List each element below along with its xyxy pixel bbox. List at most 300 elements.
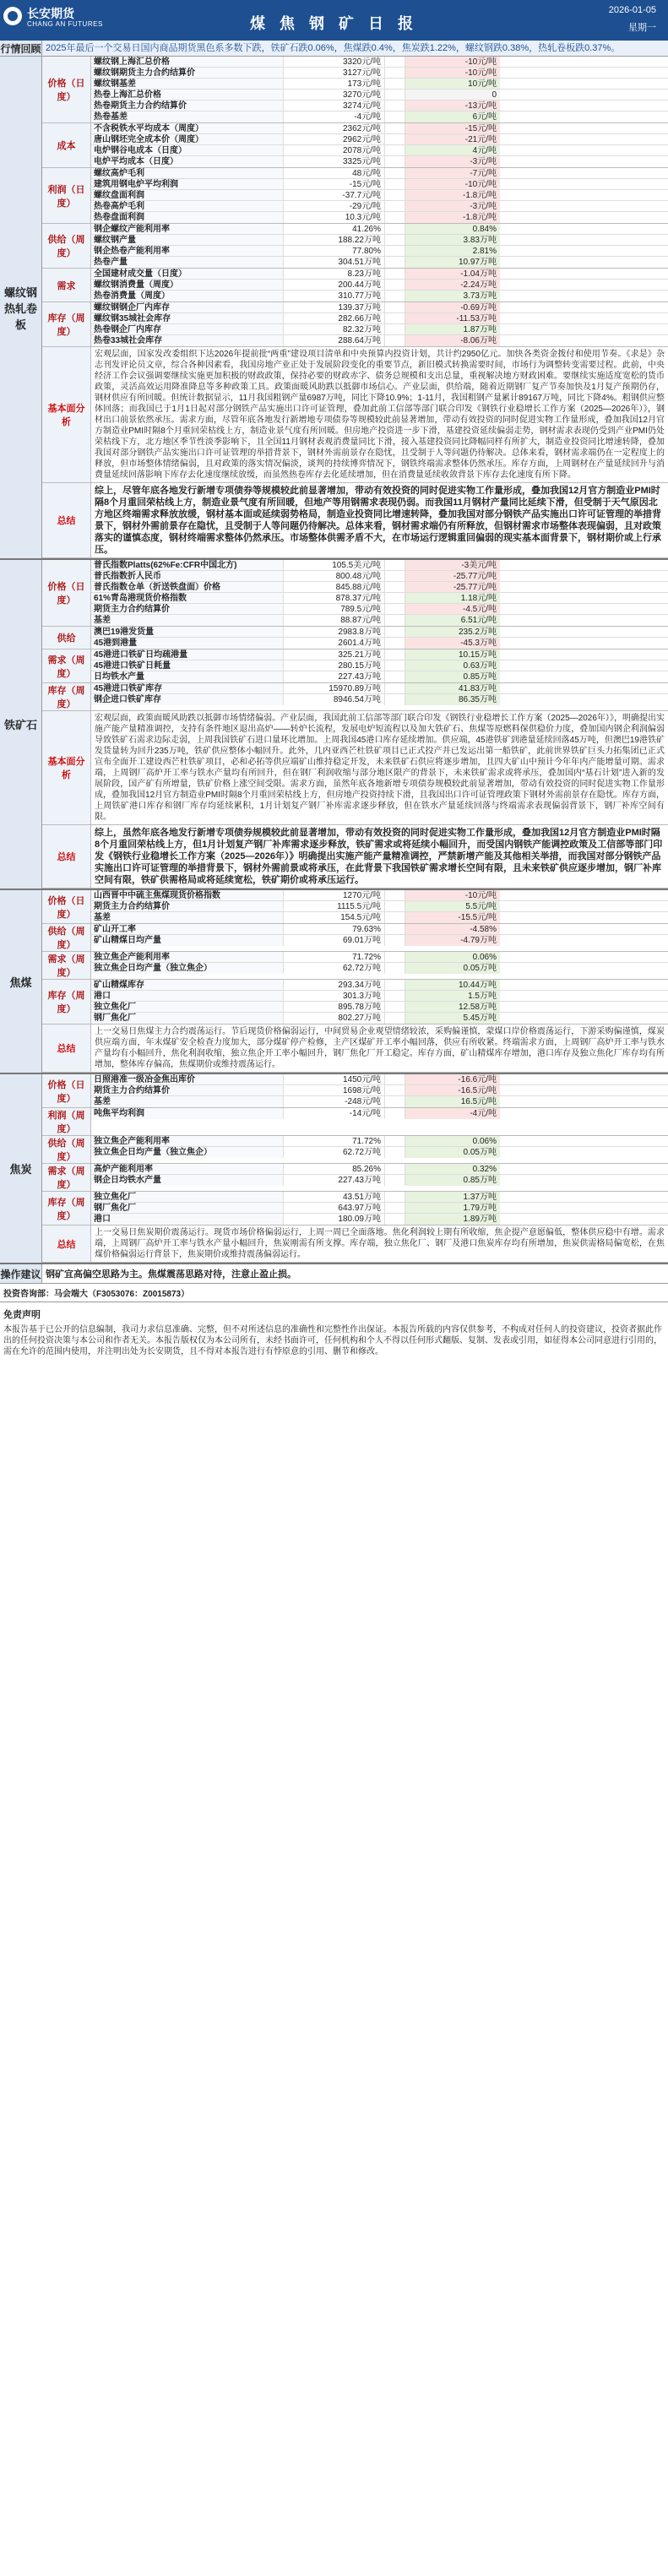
change-arrow-cell xyxy=(385,246,405,256)
table-row xyxy=(91,257,668,268)
indicator-value: 3320元/吨 xyxy=(284,57,385,67)
group-rows xyxy=(91,980,668,1024)
table-row xyxy=(91,638,668,649)
table-row xyxy=(91,627,668,638)
change-arrow-cell xyxy=(385,313,405,323)
indicator-change: -15元/吨 xyxy=(405,123,500,133)
indicator-change: 1.87万吨 xyxy=(405,324,500,334)
group-label: 供给 xyxy=(42,627,91,649)
table-row xyxy=(91,582,668,593)
group-label: 利润（日度） xyxy=(42,168,91,223)
summary-label: 总结 xyxy=(42,483,91,557)
table-row xyxy=(91,593,668,604)
indicator-change: 3.73万吨 xyxy=(405,291,500,302)
change-arrow-cell xyxy=(385,224,405,234)
group-rows xyxy=(91,224,668,268)
change-arrow-cell xyxy=(385,335,405,346)
indicator-name: 基差 xyxy=(91,615,284,626)
indicator-change: -4元/吨 xyxy=(405,1108,500,1119)
indicator-change: -1.04万吨 xyxy=(405,269,500,279)
indicator-change: -4.58% xyxy=(405,924,500,934)
group-rows xyxy=(91,649,668,682)
section-body xyxy=(42,560,668,889)
indicator-change: 0.84% xyxy=(405,224,500,234)
indicator-value: 8.23万吨 xyxy=(284,269,385,279)
indicator-name: 基差 xyxy=(91,1096,284,1107)
change-arrow-cell xyxy=(385,649,405,660)
group-rows xyxy=(91,890,668,923)
change-arrow-cell xyxy=(385,1108,405,1119)
indicator-value: 15970.89万吨 xyxy=(284,683,385,693)
indicator-change: -1.8元/吨 xyxy=(405,190,500,200)
review-label: 行情回顾 xyxy=(0,41,42,56)
indicator-value: -15元/吨 xyxy=(284,179,385,189)
table-row xyxy=(91,660,668,671)
group-label: 价格（日度） xyxy=(42,890,91,923)
indicator-name: 61%青岛港现货价格指数 xyxy=(91,593,284,603)
indicator-change: 0.05万吨 xyxy=(405,1147,500,1158)
change-arrow-cell xyxy=(385,901,405,911)
disclaimer-title: 免责声明 xyxy=(3,1310,41,1320)
indicator-value: 301.3万吨 xyxy=(284,991,385,1001)
table-row xyxy=(91,201,668,212)
indicator-name: 螺纹钢上海汇总价格 xyxy=(91,57,284,67)
group-rows xyxy=(91,1108,668,1135)
change-arrow-cell xyxy=(385,980,405,990)
indicator-name: 独立焦化厂 xyxy=(91,1002,284,1012)
indicator-value: 82.32万吨 xyxy=(284,324,385,334)
table-row xyxy=(91,79,668,90)
indicator-change: -7元/吨 xyxy=(405,168,500,178)
indicator-change: 0.85万吨 xyxy=(405,671,500,682)
group-label: 库存（周度） xyxy=(42,302,91,346)
change-arrow-cell xyxy=(385,890,405,900)
summary-text: 综上，尽管年底各地发行新增专项债券等规模较此前显著增加，带动有效投资的同时促进实物工作量形成，叠加我国12月官方制造业PMI时隔8个月重回荣枯线上方，制造业景气度有所回暖，但地产等用钢需求表现仍弱。而我国11月钢材产量同比延续下滑，但受制于天气原因北方地区终端需求释放放缓，钢材基本面或延续弱势格局，制造业投资同比增速转降，叠加我国对部分钢铁产品实施出口许可证管理的举措背景下，钢材外需前景存在隐忧，且受制于人等问题仍待解决。总体来看，钢材需求端仍有所释放，但钢材需求市场整体表现偏弱，且对政策落实的谨慎态度，钢材终端需求整体仍然承压。市场整体供需矛盾不大，在市场运行逻辑重回偏弱的现实基本面背景下，钢材期价或上行承压。 xyxy=(95,486,661,555)
indicator-change: 10元/吨 xyxy=(405,79,500,89)
change-arrow-cell xyxy=(385,638,405,649)
indicator-value: -14元/吨 xyxy=(284,1108,385,1119)
indicator-name: 螺纹钢基差 xyxy=(91,79,284,89)
indicator-group xyxy=(42,1136,668,1164)
summary-block xyxy=(42,1024,668,1073)
indicator-change: 6元/吨 xyxy=(405,111,500,122)
table-row xyxy=(91,145,668,156)
indicator-change: 2.81% xyxy=(405,246,500,256)
change-arrow-cell xyxy=(385,1164,405,1174)
group-rows xyxy=(91,560,668,626)
indicator-change: 41.83万吨 xyxy=(405,683,500,693)
indicator-group xyxy=(42,683,668,711)
report-header xyxy=(0,0,668,41)
indicator-change: 86.35万吨 xyxy=(405,694,500,705)
summary-block xyxy=(42,825,668,889)
indicator-group xyxy=(42,980,668,1024)
change-arrow-cell xyxy=(385,952,405,962)
indicator-change: -10元/吨 xyxy=(405,57,500,67)
indicator-change: 1.18元/吨 xyxy=(405,593,500,603)
indicator-name: 澳巴19港发货量 xyxy=(91,627,284,637)
table-row xyxy=(91,912,668,923)
indicator-group xyxy=(42,123,668,168)
change-arrow-cell xyxy=(385,912,405,923)
table-row xyxy=(91,291,668,302)
table-row xyxy=(91,694,668,705)
indicator-change: -1.8元/吨 xyxy=(405,212,500,223)
indicator-value: 3270元/吨 xyxy=(284,90,385,100)
indicator-name: 螺纹钢期货主力合约结算价 xyxy=(91,68,284,78)
indicator-value: 802.27万吨 xyxy=(284,1013,385,1024)
market-review xyxy=(0,41,668,57)
indicator-group xyxy=(42,168,668,224)
indicator-name: 日照港准一级冶金焦出库价 xyxy=(91,1074,284,1084)
indicator-change: 1.37万吨 xyxy=(405,1192,500,1202)
indicator-name: 港口 xyxy=(91,1214,284,1225)
indicator-value: 48元/吨 xyxy=(284,168,385,178)
table-row xyxy=(91,168,668,179)
indicator-value: 2078元/吨 xyxy=(284,145,385,155)
table-row xyxy=(91,1147,668,1158)
indicator-group xyxy=(42,924,668,952)
consultant-line: 投资咨询部：马会端大（F3053076：Z0015873） xyxy=(0,1284,668,1302)
indicator-change: -10元/吨 xyxy=(405,68,500,78)
ops-text: 钢矿宜高偏空思路为主。焦煤震荡思路对待，注意止盈止损。 xyxy=(46,1269,296,1280)
indicator-change: 0.32% xyxy=(405,1164,500,1174)
change-arrow-cell xyxy=(385,560,405,570)
table-row xyxy=(91,212,668,223)
analysis-label: 基本面分析 xyxy=(42,711,91,824)
indicator-change: 0.06% xyxy=(405,1136,500,1146)
group-label: 库存（周度） xyxy=(42,980,91,1024)
change-arrow-cell xyxy=(385,1147,405,1158)
indicator-value: 71.72% xyxy=(284,952,385,962)
change-arrow-cell xyxy=(385,615,405,626)
indicator-name: 热卷上海汇总价格 xyxy=(91,90,284,100)
indicator-value: 1698元/吨 xyxy=(284,1085,385,1095)
indicator-name: 不含税铁水平均成本（周度） xyxy=(91,123,284,133)
indicator-change: 10.44万吨 xyxy=(405,980,500,990)
change-arrow-cell xyxy=(385,68,405,78)
group-rows xyxy=(91,924,668,951)
indicator-name: 钢厂焦化厂 xyxy=(91,1203,284,1213)
change-arrow-cell xyxy=(385,291,405,302)
indicator-name: 热卷消费量（周度） xyxy=(91,291,284,302)
table-row xyxy=(91,313,668,324)
change-arrow-cell xyxy=(385,1175,405,1186)
table-row xyxy=(91,134,668,145)
table-row xyxy=(91,1164,668,1175)
group-rows xyxy=(91,168,668,223)
group-label: 供给（周度） xyxy=(42,1136,91,1163)
table-row xyxy=(91,604,668,615)
indicator-change: -25.77元/吨 xyxy=(405,582,500,592)
table-row xyxy=(91,1214,668,1225)
indicator-change: 1.89万吨 xyxy=(405,1214,500,1225)
table-row xyxy=(91,179,668,190)
change-arrow-cell xyxy=(385,924,405,934)
table-row xyxy=(91,190,668,201)
table-row xyxy=(91,890,668,901)
indicator-value: 180.09万吨 xyxy=(284,1214,385,1225)
indicator-group xyxy=(42,57,668,123)
table-row xyxy=(91,671,668,682)
indicator-group xyxy=(42,1164,668,1192)
indicator-value: 643.97万吨 xyxy=(284,1203,385,1213)
indicator-change: -16.6元/吨 xyxy=(405,1074,500,1084)
group-rows xyxy=(91,952,668,979)
logo-name: 长安期货 xyxy=(27,7,74,20)
group-label: 需求 xyxy=(42,269,91,302)
group-rows xyxy=(91,1164,668,1191)
summary-label: 总结 xyxy=(42,1226,91,1262)
change-arrow-cell xyxy=(385,179,405,189)
indicator-name: 钢企进口铁矿库存 xyxy=(91,694,284,705)
table-row xyxy=(91,101,668,111)
change-arrow-cell xyxy=(385,57,405,67)
disclaimer-text: 本报告基于已公开的信息编制，我司力求信息准确、完整，但不对所述信息的准确性和完整性作出保证。本报告所载的内容仅供参考，不构成对任何人的投资建议，投资者据此作出的任何投资决策与本公司和作者无关。本报告版权仅为本公司所有，未经书面许可，任何机构和个人不得以任何形式翻版、复制、发表或引用，如征得本公司同意进行引用的，需在允许的范围内使用，并注明出处为长安期货，且不得对本报告进行有悖原意的引用、删节和修改。 xyxy=(3,1325,662,1356)
group-label: 价格（日度） xyxy=(42,560,91,626)
indicator-value: 325.21万吨 xyxy=(284,649,385,660)
indicator-value: 310.77万吨 xyxy=(284,291,385,302)
indicator-value: 2983.8万吨 xyxy=(284,627,385,637)
indicator-value: 227.43万吨 xyxy=(284,1175,385,1186)
indicator-name: 日均铁水产量 xyxy=(91,671,284,682)
commodity-sections xyxy=(0,57,668,1264)
table-row xyxy=(91,224,668,235)
change-arrow-cell xyxy=(385,935,405,946)
section-label: 铁矿石 xyxy=(0,560,42,889)
indicator-change: -8.06万吨 xyxy=(405,335,500,346)
table-row xyxy=(91,1096,668,1107)
indicator-name: 热卷钢企厂内库存 xyxy=(91,324,284,334)
indicator-value: 173元/吨 xyxy=(284,79,385,89)
indicator-name: 钢企日均铁水产量 xyxy=(91,1175,284,1186)
indicator-name: 独立焦企产能利用率 xyxy=(91,952,284,962)
indicator-change: -0.69万吨 xyxy=(405,302,500,312)
group-rows xyxy=(91,269,668,302)
table-row xyxy=(91,57,668,68)
indicator-name: 螺纹钢消费量（周度） xyxy=(91,280,284,290)
table-row xyxy=(91,991,668,1002)
group-label: 利润（周度） xyxy=(42,1108,91,1135)
indicator-name: 期货主力合约结算价 xyxy=(91,1085,284,1095)
table-row xyxy=(91,963,668,974)
indicator-value: 293.34万吨 xyxy=(284,980,385,990)
report-weekday: 星期一 xyxy=(628,23,656,33)
indicator-value: 1115.5元/吨 xyxy=(284,901,385,911)
change-arrow-cell xyxy=(385,582,405,592)
indicator-value: 43.51万吨 xyxy=(284,1192,385,1202)
indicator-value: 188.22万吨 xyxy=(284,235,385,245)
indicator-value: 69.01万吨 xyxy=(284,935,385,946)
indicator-value: 8946.54万吨 xyxy=(284,694,385,705)
indicator-change: 6.51元/吨 xyxy=(405,615,500,626)
indicator-value: 77.80% xyxy=(284,246,385,256)
indicator-group xyxy=(42,224,668,269)
table-row xyxy=(91,280,668,291)
change-arrow-cell xyxy=(385,1085,405,1095)
change-arrow-cell xyxy=(385,111,405,122)
indicator-name: 期货主力合约结算价 xyxy=(91,901,284,911)
indicator-name: 普氏指数仓单（折送铁盘面）价格 xyxy=(91,582,284,592)
logo-name-en: CHANG AN FUTURES xyxy=(27,20,103,28)
group-rows xyxy=(91,683,668,710)
indicator-value: 154.5元/吨 xyxy=(284,912,385,923)
indicator-group xyxy=(42,269,668,302)
table-row xyxy=(91,1192,668,1203)
indicator-value: 79.63% xyxy=(284,924,385,934)
table-row xyxy=(91,1013,668,1024)
indicator-change: -21元/吨 xyxy=(405,134,500,144)
table-row xyxy=(91,1203,668,1214)
indicator-value: 800.48元/吨 xyxy=(284,571,385,581)
table-row xyxy=(91,1136,668,1147)
indicator-change: -45.3万吨 xyxy=(405,638,500,649)
review-text: 2025年最后一个交易日国内商品期货黑色系多数下跌，铁矿石跌0.06%，焦煤跌0.4%，焦炭跌1.22%，螺纹钢跌0.38%，热轧卷板跌0.37%。 xyxy=(42,41,668,56)
indicator-name: 港口 xyxy=(91,991,284,1001)
table-row xyxy=(91,235,668,246)
indicator-change: 0.06% xyxy=(405,952,500,962)
group-label: 需求（周度） xyxy=(42,649,91,682)
indicator-name: 普氏指数折人民币 xyxy=(91,571,284,581)
change-arrow-cell xyxy=(385,201,405,211)
change-arrow-cell xyxy=(385,571,405,581)
indicator-change: 0 xyxy=(405,90,500,100)
section-coking-coal xyxy=(0,890,668,1074)
indicator-name: 独立焦企产能利用率 xyxy=(91,1136,284,1146)
change-arrow-cell xyxy=(385,991,405,1001)
indicator-value: 41.26% xyxy=(284,224,385,234)
indicator-name: 螺纹高炉毛利 xyxy=(91,168,284,178)
group-label: 价格（日度） xyxy=(42,1074,91,1107)
change-arrow-cell xyxy=(385,302,405,312)
indicator-name: 螺纹盘面利润 xyxy=(91,190,284,200)
indicator-name: 普氏指数Platts(62%Fe:CFR中国北方) xyxy=(91,560,284,570)
indicator-name: 螺纹钢钢企厂内库存 xyxy=(91,302,284,312)
indicator-value: 3274元/吨 xyxy=(284,101,385,111)
indicator-name: 基差 xyxy=(91,912,284,923)
group-rows xyxy=(91,123,668,167)
indicator-name: 热卷产量 xyxy=(91,257,284,268)
indicator-name: 钢企螺纹产能利用率 xyxy=(91,224,284,234)
indicator-change: 0.85万吨 xyxy=(405,1175,500,1186)
group-label: 供给（周度） xyxy=(42,924,91,951)
indicator-value: 288.64万吨 xyxy=(284,335,385,346)
table-row xyxy=(91,683,668,694)
table-row xyxy=(91,246,668,257)
indicator-name: 电炉钢谷电成本（日度） xyxy=(91,145,284,155)
change-arrow-cell xyxy=(385,257,405,268)
change-arrow-cell xyxy=(385,235,405,245)
change-arrow-cell xyxy=(385,683,405,693)
indicator-name: 45港进口铁矿库存 xyxy=(91,683,284,693)
change-arrow-cell xyxy=(385,1136,405,1146)
indicator-name: 唐山钢坯完全成本价（周度） xyxy=(91,134,284,144)
indicator-value: 280.15万吨 xyxy=(284,660,385,671)
change-arrow-cell xyxy=(385,627,405,637)
change-arrow-cell xyxy=(385,269,405,279)
fundamental-analysis xyxy=(42,711,668,825)
indicator-group xyxy=(42,952,668,980)
indicator-group xyxy=(42,302,668,347)
indicator-change: 235.2万吨 xyxy=(405,627,500,637)
change-arrow-cell xyxy=(385,1192,405,1202)
indicator-name: 45港进口铁矿日耗量 xyxy=(91,660,284,671)
indicator-value: 1450元/吨 xyxy=(284,1074,385,1084)
change-arrow-cell xyxy=(385,324,405,334)
indicator-name: 独立焦企日均产量（独立焦企） xyxy=(91,963,284,974)
group-rows xyxy=(91,627,668,649)
indicator-name: 螺纹钢产量 xyxy=(91,235,284,245)
change-arrow-cell xyxy=(385,168,405,178)
indicator-value: 62.72万吨 xyxy=(284,963,385,974)
table-row xyxy=(91,123,668,134)
change-arrow-cell xyxy=(385,1096,405,1107)
indicator-value: 200.44万吨 xyxy=(284,280,385,290)
indicator-name: 钢企热卷产能利用率 xyxy=(91,246,284,256)
indicator-name: 热卷基差 xyxy=(91,111,284,122)
change-arrow-cell xyxy=(385,694,405,705)
indicator-group xyxy=(42,1074,668,1108)
indicator-group xyxy=(42,649,668,683)
section-body xyxy=(42,1074,668,1263)
summary-text: 上一交易日焦煤主力合约震荡运行。节后现货价格偏弱运行，中间贸易企业观望情绪较浓，采购偏谨慎，蒙煤口岸价格震荡运行，下游采购偏谨慎，煤炭供应端方面，年末煤矿安全检查力度加大，部分煤矿停产检修，主产区煤矿开工率小幅回落，供应有所收紧。终端需求方面，上周钢厂高炉开工率与铁水产量均有小幅回升，焦化利润收缩，独立焦企开工率小幅回升，钢厂焦化厂开工稳定。库存方面，矿山精煤库存增加，港口库存及独立焦化厂库存均有所增加，整体库存偏高，焦煤期价或维持震荡运行。 xyxy=(95,1027,665,1069)
indicator-change: -4.79万吨 xyxy=(405,935,500,946)
report-title: 煤 焦 钢 矿 日 报 xyxy=(249,15,418,32)
indicator-value: 71.72% xyxy=(284,1136,385,1146)
indicator-change: -2.24万吨 xyxy=(405,280,500,290)
indicator-value: 282.66万吨 xyxy=(284,313,385,323)
change-arrow-cell xyxy=(385,593,405,603)
indicator-value: 1270元/吨 xyxy=(284,890,385,900)
indicator-name: 热卷期货主力合约结算价 xyxy=(91,101,284,111)
group-label: 价格（日度） xyxy=(42,57,91,122)
table-row xyxy=(91,68,668,79)
table-row xyxy=(91,952,668,963)
indicator-change: 1.5万吨 xyxy=(405,991,500,1001)
indicator-change: 5.5元/吨 xyxy=(405,901,500,911)
section-label: 焦煤 xyxy=(0,890,42,1073)
table-row xyxy=(91,1175,668,1186)
table-row xyxy=(91,560,668,571)
table-row xyxy=(91,1085,668,1096)
indicator-change: 0.63万吨 xyxy=(405,660,500,671)
indicator-change: 10.15万吨 xyxy=(405,649,500,660)
summary-label: 总结 xyxy=(42,1024,91,1072)
indicator-change: 0.05万吨 xyxy=(405,963,500,974)
indicator-name: 钢厂焦化厂 xyxy=(91,1013,284,1024)
table-row xyxy=(91,1002,668,1013)
summary-text: 上一交易日焦炭期价震荡运行。现货市场价格偏弱运行，上周一周已全面落地。焦化利润较上期有所收缩，焦企提产意愿偏低，整体供应稳中有增。需求端，上周钢厂高炉开工率与铁水产量小幅回升，焦炭刚需有所支撑。库存端，独立焦化厂、钢厂及港口焦炭库存均有所增加，焦炭供需格局偏宽松，在焦煤价格偏弱运行背景下，焦炭期价或维持震荡偏弱运行。 xyxy=(95,1228,665,1259)
change-arrow-cell xyxy=(385,145,405,155)
section-coke xyxy=(0,1074,668,1264)
table-row xyxy=(91,935,668,946)
table-row xyxy=(91,90,668,101)
summary-text: 综上，虽然年底各地发行新增专项债券规模较此前显著增加，带动有效投资的同时促进实物工作量形成，叠加我国12月官方制造业PMI时隔8个月重回荣枯线上方，但1月计划复产钢厂补库需求逐步释放，铁矿需求或将延续小幅回升，而受国内钢铁产能调控政策及工信部等部门印发《钢铁行业稳增长工作方案（2025—2026年）》明确提出实施产能产量精准调控，严禁新增产能及其他相关举措，而我国对部分钢铁产品实施出口许可证管理的举措背景下，钢材外需前景或将承压，在此背景下我国铁矿需求增长空间有限，且未来铁矿供应逐步增加，钢厂补库空间有限，铁矿供需格局或将延续宽松，铁矿期价或将承压运行。 xyxy=(95,828,663,885)
change-arrow-cell xyxy=(385,660,405,671)
indicator-value: -37.7元/吨 xyxy=(284,190,385,200)
indicator-name: 吨焦平均利润 xyxy=(91,1108,284,1119)
group-rows xyxy=(91,1192,668,1225)
indicator-change: 1.79万吨 xyxy=(405,1203,500,1213)
indicator-change: -10元/吨 xyxy=(405,890,500,900)
indicator-value: 139.37万吨 xyxy=(284,302,385,312)
indicator-value: -29元/吨 xyxy=(284,201,385,211)
table-row xyxy=(91,324,668,335)
indicator-change: -3元/吨 xyxy=(405,201,500,211)
indicator-change: -3元/吨 xyxy=(405,156,500,167)
indicator-group xyxy=(42,1108,668,1136)
indicator-name: 建筑用钢电炉平均利润 xyxy=(91,179,284,189)
